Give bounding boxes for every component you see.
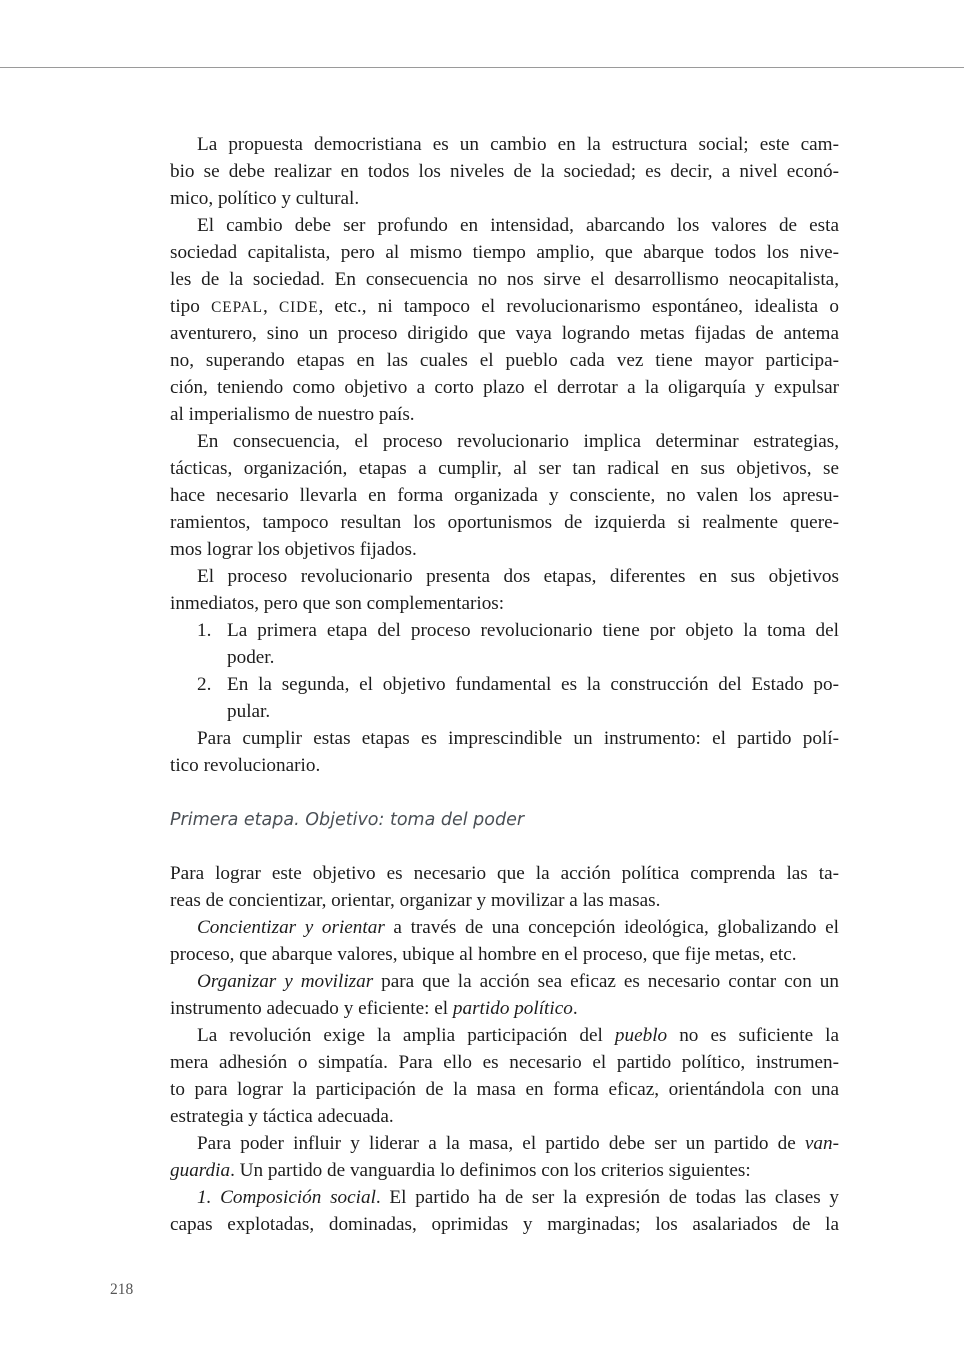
text-line: reas de concientizar, orientar, organizar y movilizar a las masas. [170,890,661,911]
text-line: mos lograr los objetivos fijados. [170,539,417,560]
text-line: proceso, que abarque valores, ubique al hombre en el proceso, que fije metas, etc. [170,944,797,965]
list-item-text: En la segunda, el objetivo fundamental es la construcción del Estado po- [227,674,839,695]
text-run: instrumento adecuado y eficiente: el [170,998,453,1019]
body-text-block-1 [170,131,839,779]
text-line: sociedad capitalista, pero al mismo tiempo amplio, que abarque todos los nive- [170,242,839,263]
body-text-block-2 [170,860,839,1238]
text-run: no es suficiente la [667,1025,839,1046]
text-line [170,1184,839,1211]
header-rule [0,67,964,68]
emphasis: Concientizar y orientar [197,917,385,938]
text-run: , etc. [318,296,362,317]
text-line: mera adhesión o simpatía. Para ello es necesario el partido político, instrumen- [170,1052,839,1073]
text-line: La propuesta democristiana es un cambio en la estructura social; este cam- [197,134,839,155]
emphasis: Organizar y movilizar [197,971,374,992]
text-line: al imperialismo de nuestro país. [170,404,415,425]
emphasis: 1. Composición social [197,1187,376,1208]
text-line [170,1022,839,1049]
text-line: El cambio debe ser profundo en intensidad, abarcando los valores de esta [197,215,839,236]
text-line [170,1130,839,1157]
text-run: La revolución exige la amplia participación del [197,1025,615,1046]
text-line: Para lograr este objetivo es necesario que la acción política comprenda las ta- [170,863,839,884]
text-line: aventurero, sino un proceso dirigido que vaya logrando metas fijadas de antema [170,323,839,344]
section-heading: Primera etapa. Objetivo: toma del poder [170,810,525,830]
text-run: para que la acción sea eficaz es necesario contar con un [373,971,839,992]
list-item-number: 2. [197,674,212,695]
text-run: Para poder influir y liderar a la masa, el partido debe ser un partido de [197,1133,805,1154]
text-line: Para cumplir estas etapas es imprescindible un instrumento: el partido polí- [197,728,839,749]
emphasis: van- [804,1133,839,1154]
list-item [170,671,839,698]
text-line [170,293,839,320]
text-line: inmediatos, pero que son complementarios: [170,593,505,614]
text-line [170,968,839,995]
text-line: bio se debe realizar en todos los niveles de la sociedad; es decir, a nivel econó- [170,161,839,182]
text-run: , [262,296,279,317]
list-item-number: 1. [197,620,212,641]
list-item [170,617,839,644]
text-line [170,995,839,1022]
text-line: mico, político y cultural. [170,188,360,209]
emphasis: guardia [170,1160,231,1181]
text-line: estrategia y táctica adecuada. [170,1106,394,1127]
text-run: . [572,998,578,1019]
emphasis: pueblo [614,1025,668,1046]
emphasis: partido político [452,998,573,1019]
text-line: ción, teniendo como objetivo a corto plazo el derrotar a la oligarquía y expulsar [170,377,839,398]
page-number: 218 [110,1281,134,1298]
text-line: En consecuencia, el proceso revolucionario implica determinar estrategias, [197,431,839,452]
text-line: no, superando etapas en las cuales el pueblo cada vez tiene mayor participa- [170,350,839,371]
text-run: a través de una concepción ideológica, globalizando el [384,917,839,938]
text-run: , ni tampoco el revolucionarismo espontáneo, idealista o [361,296,839,317]
list-item-continuation: pular. [227,701,271,722]
text-line: El proceso revolucionario presenta dos etapas, diferentes en sus objetivos [197,566,839,587]
text-line: hace necesario llevarla en forma organizada y consciente, no valen los apresu- [170,485,839,506]
text-line: tico revolucionario. [170,755,321,776]
acronym-cepal: CEPAL [211,299,263,316]
text-line: ramientos, tampoco resultan los oportunismos de izquierda si realmente quere- [170,512,839,533]
text-line [170,914,839,941]
text-run: tipo [170,296,212,317]
text-run: . Un partido de vanguardia lo definimos con los criterios siguientes: [230,1160,751,1181]
acronym-cide: CIDE [278,299,319,316]
text-line [170,1157,839,1184]
list-item-continuation: poder. [227,647,275,668]
text-line: les de la sociedad. En consecuencia no nos sirve el desarrollismo neocapitalista, [170,269,839,290]
text-line: to para lograr la participación de la masa en forma eficaz, orientándola con una [170,1079,839,1100]
text-run: . El partido ha de ser la expresión de todas las clases y [375,1187,839,1208]
list-item-text: La primera etapa del proceso revolucionario tiene por objeto la toma del [227,620,839,641]
text-line: capas explotadas, dominadas, oprimidas y marginadas; los asalariados de la [170,1214,839,1235]
text-line: tácticas, organización, etapas a cumplir, al ser tan radical en sus objetivos, se [170,458,839,479]
